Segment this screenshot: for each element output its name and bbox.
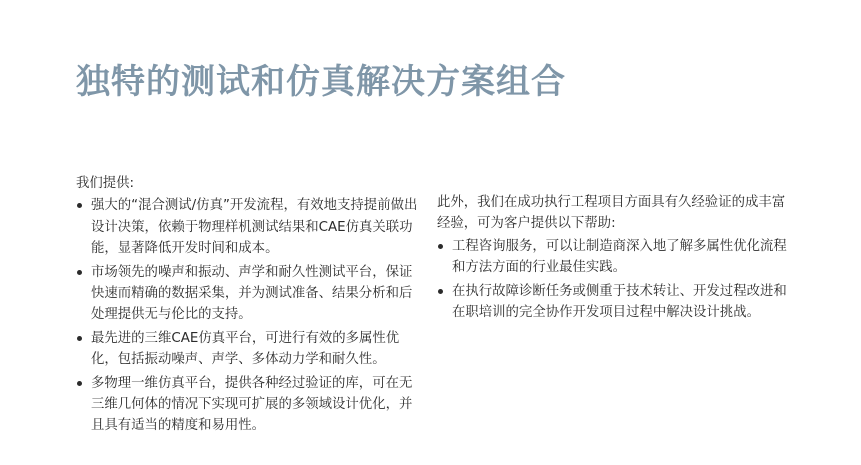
list-item: 最先进的三维CAE仿真平台，可进行有效的多属性优化，包括振动噪声、声学、多体动力学和耐久性。 — [76, 328, 421, 371]
list-item: 多物理一维仿真平台，提供各种经过验证的库，可在无三维几何体的情况下实现可扩展的多领域设计优化，并且具有适当的精度和易用性。 — [76, 373, 421, 437]
left-intro: 我们提供: — [76, 176, 135, 191]
left-bullet-list — [76, 195, 421, 436]
page-title: 独特的测试和仿真解决方案组合 — [76, 62, 566, 102]
right-column — [437, 192, 789, 325]
list-item: 市场领先的噪声和振动、声学和耐久性测试平台，保证快速而精确的数据采集，并为测试准备、结果分析和后处理提供无与伦比的支持。 — [76, 262, 421, 326]
right-bullet-list — [437, 236, 789, 324]
list-item: 在执行故障诊断任务或侧重于技术转让、开发过程改进和在职培训的完全协作开发项目过程中解决设计挑战。 — [437, 281, 789, 324]
left-column — [76, 173, 421, 439]
right-intro: 此外，我们在成功执行工程项目方面具有久经验证的成丰富经验，可为客户提供以下帮助: — [437, 195, 786, 232]
list-item: 强大的“混合测试/仿真”开发流程，有效地支持提前做出设计决策，依赖于物理样机测试结果和CAE仿真关联功能，显著降低开发时间和成本。 — [76, 195, 421, 259]
list-item: 工程咨询服务，可以让制造商深入地了解多属性优化流程和方法方面的行业最佳实践。 — [437, 236, 789, 279]
